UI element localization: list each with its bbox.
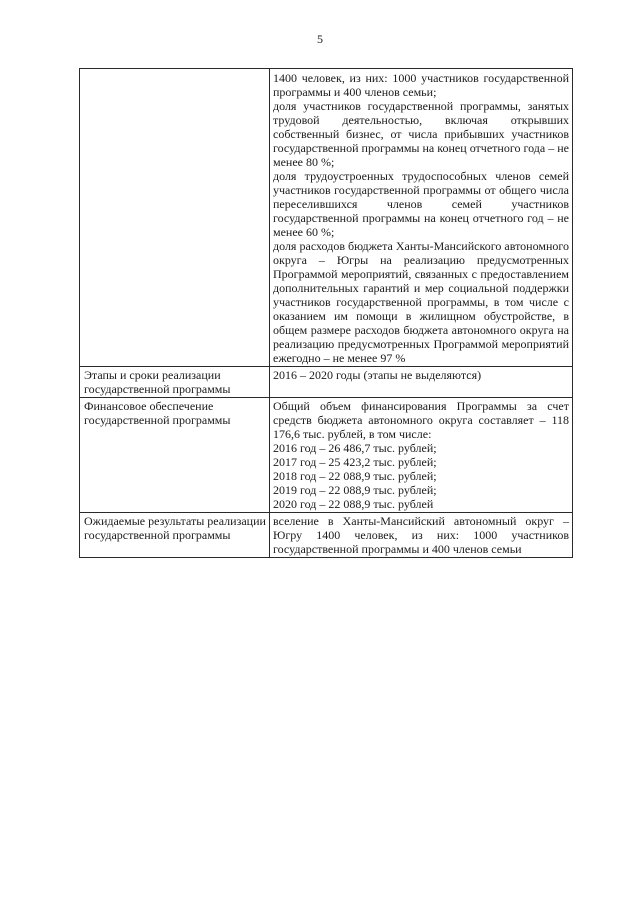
row-label: Финансовое обеспечение государственной программы xyxy=(84,399,231,427)
paragraph: вселение в Ханты-Мансийский автономный округ – Югру 1400 человек, из них: 1000 участников государственной программы и 400 членов семьи xyxy=(273,514,569,556)
paragraph: доля расходов бюджета Ханты-Мансийского автономного округа – Югры на реализацию предусмотренных Программой мероприятий, связанных с предоставлением дополнительных гарантий и мер социальной поддержки участников государственной программы, в том числе с оказанием им помощи в жилищном обустройстве, в общем размере расходов бюджета автономного округа на реализацию предусмотренных Программой мероприятий ежегодно – не менее 97 % xyxy=(273,239,569,365)
table-row xyxy=(80,367,573,398)
list-item: 2017 год – 25 423,2 тыс. рублей; xyxy=(273,455,437,469)
row-label: Ожидаемые результаты реализации государственной программы xyxy=(84,514,266,542)
row-value-cell xyxy=(270,398,573,513)
row-label-cell xyxy=(80,398,270,513)
table-row xyxy=(80,513,573,558)
paragraph: доля участников государственной программы, занятых трудовой деятельностью, включая открывших собственный бизнес, от числа прибывших участников государственной программы на конец отчетного года – не менее 80 %; xyxy=(273,99,569,169)
expected-results-text xyxy=(273,514,569,556)
row-value-cell xyxy=(270,367,573,398)
list-item: 2016 год – 26 486,7 тыс. рублей; xyxy=(273,441,437,455)
row-value-cell xyxy=(270,513,573,558)
list-item: 2018 год – 22 088,9 тыс. рублей; xyxy=(273,469,437,483)
row-label-cell xyxy=(80,69,270,367)
paragraph: 1400 человек, из них: 1000 участников государственной программы и 400 членов семьи; xyxy=(273,71,569,99)
stages-text xyxy=(273,368,569,382)
list-item: 2019 год – 22 088,9 тыс. рублей; xyxy=(273,483,437,497)
paragraph: Общий объем финансирования Программы за счет средств бюджета автономного округа составляет – 118 176,6 тыс. рублей, в том числе: xyxy=(273,399,569,441)
financing-text xyxy=(273,399,569,441)
list-item: 2020 год – 22 088,9 тыс. рублей xyxy=(273,497,434,511)
page-number: 5 xyxy=(317,32,323,46)
financing-by-year-list xyxy=(273,441,569,511)
row-value-cell xyxy=(270,69,573,367)
program-passport-table xyxy=(79,68,573,558)
row-label-cell xyxy=(80,367,270,398)
table-row xyxy=(80,398,573,513)
paragraph: доля трудоустроенных трудоспособных членов семей участников государственной программы от общего числа переселившихся членов семей участников государственной программы на конец отчетного год – не менее 60 %; xyxy=(273,169,569,239)
table-row xyxy=(80,69,573,367)
row-label-cell xyxy=(80,513,270,558)
row-label: Этапы и сроки реализации государственной программы xyxy=(84,368,231,396)
target-indicators-text xyxy=(273,71,569,365)
paragraph: 2016 – 2020 годы (этапы не выделяются) xyxy=(273,368,482,382)
